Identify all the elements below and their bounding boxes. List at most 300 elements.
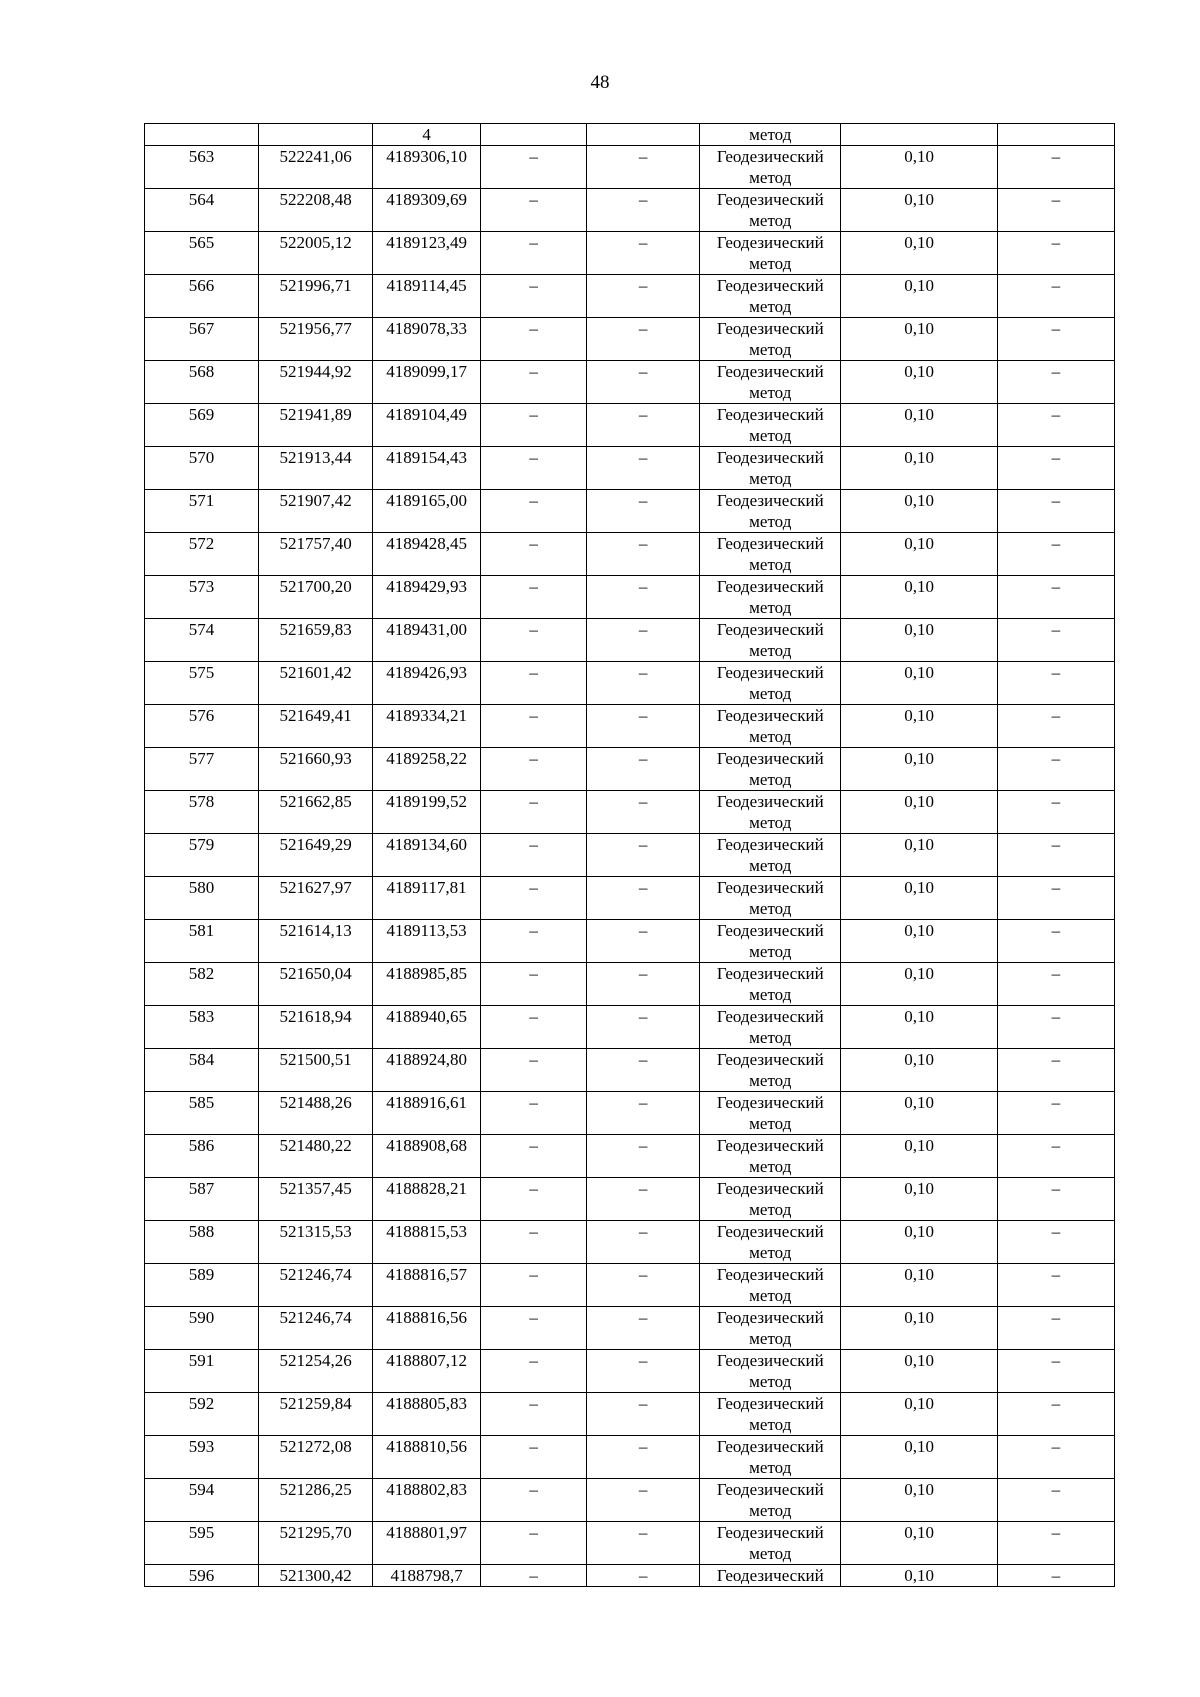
cell-method: Геодезический метод (700, 318, 841, 361)
cell-dash-2: – (587, 1350, 700, 1393)
cell-note: – (997, 705, 1114, 748)
table-row (145, 1178, 1115, 1221)
cell-accuracy: 0,10 (841, 318, 997, 361)
table-row (145, 146, 1115, 189)
cell-number: 596 (145, 1565, 259, 1587)
cell-note: – (997, 1006, 1114, 1049)
cell-note: – (997, 1092, 1114, 1135)
cell-note: – (997, 447, 1114, 490)
table-row (145, 1393, 1115, 1436)
cell-method: Геодезический метод (700, 447, 841, 490)
cell-x: 521246,74 (259, 1264, 373, 1307)
cell-note: – (997, 1393, 1114, 1436)
cell-x: 521913,44 (259, 447, 373, 490)
table-row (145, 1049, 1115, 1092)
cell-dash-2: – (587, 490, 700, 533)
cell-dash-2: – (587, 533, 700, 576)
cell-dash-1: – (481, 1307, 587, 1350)
cell-dash-1: – (481, 1436, 587, 1479)
cell-note: – (997, 1436, 1114, 1479)
cell-method: Геодезический метод (700, 619, 841, 662)
cell-x: 521757,40 (259, 533, 373, 576)
cell-y: 4189258,22 (373, 748, 481, 791)
cell-dash-2: – (587, 1092, 700, 1135)
cell-note: – (997, 1264, 1114, 1307)
cell-note: – (997, 318, 1114, 361)
cell-method: Геодезический метод (700, 1221, 841, 1264)
cell-note: – (997, 1350, 1114, 1393)
cell-dash-2: – (587, 1049, 700, 1092)
cell-accuracy: 0,10 (841, 1135, 997, 1178)
table-row (145, 1479, 1115, 1522)
cell-dash-2: – (587, 791, 700, 834)
cell-method: метод (700, 124, 841, 146)
cell-number: 575 (145, 662, 259, 705)
cell-dash-1: – (481, 920, 587, 963)
cell-y: 4189113,53 (373, 920, 481, 963)
cell-method: Геодезический метод (700, 920, 841, 963)
cell-y: 4189078,33 (373, 318, 481, 361)
cell-accuracy: 0,10 (841, 1049, 997, 1092)
cell-number: 572 (145, 533, 259, 576)
cell-accuracy: 0,10 (841, 662, 997, 705)
cell-x: 521357,45 (259, 1178, 373, 1221)
cell-note: – (997, 1565, 1114, 1587)
cell-dash-1: – (481, 1221, 587, 1264)
cell-dash-1: – (481, 1393, 587, 1436)
cell-note: – (997, 619, 1114, 662)
cell-accuracy: 0,10 (841, 447, 997, 490)
cell-number: 585 (145, 1092, 259, 1135)
cell-empty (481, 124, 587, 146)
cell-y: 4189431,00 (373, 619, 481, 662)
cell-number: 588 (145, 1221, 259, 1264)
cell-y: 4188940,65 (373, 1006, 481, 1049)
cell-dash-2: – (587, 662, 700, 705)
cell-note: – (997, 1049, 1114, 1092)
cell-dash-2: – (587, 318, 700, 361)
cell-y: 4189099,17 (373, 361, 481, 404)
cell-note: – (997, 275, 1114, 318)
cell-accuracy: 0,10 (841, 1092, 997, 1135)
cell-dash-2: – (587, 146, 700, 189)
cell-method: Геодезический метод (700, 1178, 841, 1221)
cell-note: – (997, 576, 1114, 619)
cell-method: Геодезический метод (700, 361, 841, 404)
table-row (145, 662, 1115, 705)
table-row (145, 361, 1115, 404)
cell-y: 4189426,93 (373, 662, 481, 705)
cell-y: 4188815,53 (373, 1221, 481, 1264)
cell-note: – (997, 1522, 1114, 1565)
cell-number: 587 (145, 1178, 259, 1221)
table-row (145, 1006, 1115, 1049)
cell-dash-1: – (481, 1522, 587, 1565)
cell-number: 576 (145, 705, 259, 748)
cell-accuracy (841, 124, 997, 146)
cell-note: – (997, 877, 1114, 920)
table-row (145, 1307, 1115, 1350)
cell-number: 573 (145, 576, 259, 619)
cell-y: 4189428,45 (373, 533, 481, 576)
cell-number (145, 124, 259, 146)
cell-dash-1: – (481, 963, 587, 1006)
cell-y: 4189117,81 (373, 877, 481, 920)
cell-number: 578 (145, 791, 259, 834)
cell-dash-1: – (481, 705, 587, 748)
cell-x: 522241,06 (259, 146, 373, 189)
cell-dash-2: – (587, 1006, 700, 1049)
cell-x: 521601,42 (259, 662, 373, 705)
cell-x: 522208,48 (259, 189, 373, 232)
cell-number: 592 (145, 1393, 259, 1436)
cell-y: 4189309,69 (373, 189, 481, 232)
cell-x: 521295,70 (259, 1522, 373, 1565)
cell-dash-2: – (587, 189, 700, 232)
cell-dash-2: – (587, 1264, 700, 1307)
cell-accuracy: 0,10 (841, 877, 997, 920)
cell-method: Геодезический метод (700, 146, 841, 189)
cell-empty (587, 124, 700, 146)
cell-method: Геодезический метод (700, 1393, 841, 1436)
cell-note: – (997, 662, 1114, 705)
cell-method: Геодезический метод (700, 1522, 841, 1565)
cell-dash-1: – (481, 834, 587, 877)
cell-x: 521627,97 (259, 877, 373, 920)
cell-accuracy: 0,10 (841, 189, 997, 232)
cell-x: 521315,53 (259, 1221, 373, 1264)
cell-x: 521944,92 (259, 361, 373, 404)
cell-method: Геодезический метод (700, 490, 841, 533)
table-row (145, 963, 1115, 1006)
cell-note: – (997, 963, 1114, 1006)
cell-accuracy: 0,10 (841, 361, 997, 404)
table-row (145, 1092, 1115, 1135)
cell-method: Геодезический метод (700, 877, 841, 920)
cell-dash-1: – (481, 447, 587, 490)
cell-accuracy: 0,10 (841, 748, 997, 791)
cell-number: 581 (145, 920, 259, 963)
cell-x: 521488,26 (259, 1092, 373, 1135)
cell-number: 574 (145, 619, 259, 662)
cell-method: Геодезический метод (700, 576, 841, 619)
cell-accuracy: 0,10 (841, 1565, 997, 1587)
cell-y: 4189154,43 (373, 447, 481, 490)
cell-accuracy: 0,10 (841, 920, 997, 963)
cell-number: 577 (145, 748, 259, 791)
cell-number: 594 (145, 1479, 259, 1522)
cell-method: Геодезический метод (700, 1436, 841, 1479)
cell-x: 521996,71 (259, 275, 373, 318)
table-row (145, 1221, 1115, 1264)
cell-accuracy: 0,10 (841, 1006, 997, 1049)
cell-dash-2: – (587, 963, 700, 1006)
cell-x: 521272,08 (259, 1436, 373, 1479)
cell-y: 4189334,21 (373, 705, 481, 748)
cell-dash-2: – (587, 1393, 700, 1436)
cell-dash-1: – (481, 1264, 587, 1307)
cell-x: 521650,04 (259, 963, 373, 1006)
cell-dash-1: – (481, 275, 587, 318)
cell-dash-2: – (587, 619, 700, 662)
cell-x: 521649,29 (259, 834, 373, 877)
table-row (145, 1436, 1115, 1479)
cell-x: 521662,85 (259, 791, 373, 834)
cell-method: Геодезический метод (700, 963, 841, 1006)
cell-number: 593 (145, 1436, 259, 1479)
table-row (145, 877, 1115, 920)
cell-y: 4189134,60 (373, 834, 481, 877)
cell-accuracy: 0,10 (841, 1307, 997, 1350)
coordinates-table (144, 123, 1115, 1587)
cell-number: 565 (145, 232, 259, 275)
cell-x: 521956,77 (259, 318, 373, 361)
cell-dash-1: – (481, 146, 587, 189)
cell-dash-2: – (587, 361, 700, 404)
cell-x: 521254,26 (259, 1350, 373, 1393)
cell-y: 4188828,21 (373, 1178, 481, 1221)
cell-dash-1: – (481, 404, 587, 447)
page-number: 48 (590, 72, 610, 93)
cell-method: Геодезический метод (700, 1006, 841, 1049)
cell-dash-1: – (481, 576, 587, 619)
cell-number: 586 (145, 1135, 259, 1178)
cell-number: 568 (145, 361, 259, 404)
cell-number: 583 (145, 1006, 259, 1049)
cell-y: 4189429,93 (373, 576, 481, 619)
cell-method: Геодезический метод (700, 834, 841, 877)
table-row (145, 447, 1115, 490)
cell-accuracy: 0,10 (841, 1436, 997, 1479)
cell-accuracy: 0,10 (841, 1264, 997, 1307)
cell-x: 521660,93 (259, 748, 373, 791)
cell-method: Геодезический метод (700, 748, 841, 791)
cell-note: – (997, 1479, 1114, 1522)
table-row (145, 920, 1115, 963)
cell-dash-2: – (587, 404, 700, 447)
table-row (145, 533, 1115, 576)
cell-accuracy: 0,10 (841, 791, 997, 834)
cell-dash-2: – (587, 447, 700, 490)
cell-x: 522005,12 (259, 232, 373, 275)
table-body (145, 124, 1115, 1587)
cell-number: 582 (145, 963, 259, 1006)
cell-dash-2: – (587, 834, 700, 877)
cell-y: 4188802,83 (373, 1479, 481, 1522)
cell-method: Геодезический метод (700, 1307, 841, 1350)
cell-x: 521700,20 (259, 576, 373, 619)
cell-y: 4189165,00 (373, 490, 481, 533)
cell-dash-2: – (587, 1436, 700, 1479)
cell-y: 4189306,10 (373, 146, 481, 189)
cell-note: – (997, 404, 1114, 447)
cell-y: 4189104,49 (373, 404, 481, 447)
table-row (145, 1135, 1115, 1178)
cell-y: 4189114,45 (373, 275, 481, 318)
cell-dash-1: – (481, 361, 587, 404)
cell-accuracy: 0,10 (841, 1522, 997, 1565)
cell-method: Геодезический метод (700, 1092, 841, 1135)
table-row (145, 1350, 1115, 1393)
cell-y: 4188816,57 (373, 1264, 481, 1307)
cell-accuracy: 0,10 (841, 1178, 997, 1221)
cell-method: Геодезический метод (700, 275, 841, 318)
cell-accuracy: 0,10 (841, 1350, 997, 1393)
cell-x: 521500,51 (259, 1049, 373, 1092)
cell-dash-2: – (587, 275, 700, 318)
cell-note (997, 124, 1114, 146)
cell-number: 591 (145, 1350, 259, 1393)
cell-dash-1: – (481, 877, 587, 920)
cell-number: 567 (145, 318, 259, 361)
table-row (145, 490, 1115, 533)
table-row (145, 275, 1115, 318)
cell-dash-1: – (481, 1006, 587, 1049)
cell-dash-1: – (481, 232, 587, 275)
cell-note: – (997, 1178, 1114, 1221)
cell-number: 579 (145, 834, 259, 877)
cell-dash-1: – (481, 1565, 587, 1587)
cell-dash-1: – (481, 533, 587, 576)
cell-number: 564 (145, 189, 259, 232)
cell-dash-1: – (481, 748, 587, 791)
cell-note: – (997, 146, 1114, 189)
cell-dash-2: – (587, 1479, 700, 1522)
cell-method: Геодезический (700, 1565, 841, 1587)
cell-method: Геодезический метод (700, 189, 841, 232)
cell-accuracy: 0,10 (841, 576, 997, 619)
cell-note: – (997, 490, 1114, 533)
cell-accuracy: 0,10 (841, 232, 997, 275)
table-row-continued (145, 124, 1115, 146)
cell-y: 4188807,12 (373, 1350, 481, 1393)
table-row (145, 791, 1115, 834)
cell-x: 521907,42 (259, 490, 373, 533)
cell-note: – (997, 920, 1114, 963)
cell-dash-1: – (481, 662, 587, 705)
cell-number: 571 (145, 490, 259, 533)
cell-y: 4189199,52 (373, 791, 481, 834)
cell-y: 4188916,61 (373, 1092, 481, 1135)
cell-dash-2: – (587, 1522, 700, 1565)
cell-method: Геодезический метод (700, 232, 841, 275)
table-row (145, 1522, 1115, 1565)
cell-method: Геодезический метод (700, 662, 841, 705)
table-row (145, 705, 1115, 748)
cell-method: Геодезический метод (700, 533, 841, 576)
cell-number: 595 (145, 1522, 259, 1565)
cell-x: 521246,74 (259, 1307, 373, 1350)
cell-x: 521286,25 (259, 1479, 373, 1522)
cell-dash-2: – (587, 1221, 700, 1264)
cell-accuracy: 0,10 (841, 146, 997, 189)
cell-dash-1: – (481, 318, 587, 361)
cell-note: – (997, 232, 1114, 275)
table-row-cut (145, 1565, 1115, 1587)
table-row (145, 748, 1115, 791)
cell-accuracy: 0,10 (841, 533, 997, 576)
cell-dash-1: – (481, 791, 587, 834)
cell-note: – (997, 1307, 1114, 1350)
cell-note: – (997, 533, 1114, 576)
cell-method: Геодезический метод (700, 1350, 841, 1393)
table-row (145, 576, 1115, 619)
cell-dash-1: – (481, 1178, 587, 1221)
cell-dash-2: – (587, 1178, 700, 1221)
cell-dash-2: – (587, 920, 700, 963)
cell-method: Геодезический метод (700, 791, 841, 834)
cell-x: 521618,94 (259, 1006, 373, 1049)
cell-number: 590 (145, 1307, 259, 1350)
cell-number: 566 (145, 275, 259, 318)
cell-x: 521649,41 (259, 705, 373, 748)
cell-y: 4188798,7 (373, 1565, 481, 1587)
cell-dash-2: – (587, 877, 700, 920)
cell-accuracy: 0,10 (841, 404, 997, 447)
cell-dash-1: – (481, 1135, 587, 1178)
cell-dash-2: – (587, 232, 700, 275)
cell-x: 521941,89 (259, 404, 373, 447)
cell-number: 569 (145, 404, 259, 447)
cell-method: Геодезический метод (700, 1479, 841, 1522)
cell-dash-1: – (481, 1350, 587, 1393)
cell-x: 521480,22 (259, 1135, 373, 1178)
cell-method: Геодезический метод (700, 705, 841, 748)
cell-note: – (997, 1221, 1114, 1264)
cell-accuracy: 0,10 (841, 963, 997, 1006)
cell-x (259, 124, 373, 146)
cell-x: 521659,83 (259, 619, 373, 662)
cell-y: 4188924,80 (373, 1049, 481, 1092)
cell-dash-2: – (587, 1307, 700, 1350)
cell-accuracy: 0,10 (841, 619, 997, 662)
cell-dash-1: – (481, 1092, 587, 1135)
cell-number: 584 (145, 1049, 259, 1092)
cell-dash-2: – (587, 1135, 700, 1178)
cell-number: 570 (145, 447, 259, 490)
cell-y: 4188801,97 (373, 1522, 481, 1565)
cell-dash-1: – (481, 490, 587, 533)
cell-dash-2: – (587, 748, 700, 791)
cell-y: 4 (373, 124, 481, 146)
cell-dash-2: – (587, 576, 700, 619)
cell-note: – (997, 834, 1114, 877)
cell-y: 4188908,68 (373, 1135, 481, 1178)
table-row (145, 619, 1115, 662)
cell-note: – (997, 361, 1114, 404)
cell-accuracy: 0,10 (841, 275, 997, 318)
cell-dash-1: – (481, 1049, 587, 1092)
cell-x: 521614,13 (259, 920, 373, 963)
cell-x: 521259,84 (259, 1393, 373, 1436)
cell-note: – (997, 1135, 1114, 1178)
table-row (145, 318, 1115, 361)
table-row (145, 232, 1115, 275)
cell-dash-1: – (481, 619, 587, 662)
cell-number: 563 (145, 146, 259, 189)
cell-accuracy: 0,10 (841, 490, 997, 533)
cell-y: 4188985,85 (373, 963, 481, 1006)
cell-accuracy: 0,10 (841, 1221, 997, 1264)
cell-dash-1: – (481, 1479, 587, 1522)
cell-y: 4188816,56 (373, 1307, 481, 1350)
cell-accuracy: 0,10 (841, 1479, 997, 1522)
cell-method: Геодезический метод (700, 1135, 841, 1178)
cell-method: Геодезический метод (700, 1049, 841, 1092)
cell-method: Геодезический метод (700, 1264, 841, 1307)
table-row (145, 404, 1115, 447)
cell-note: – (997, 791, 1114, 834)
